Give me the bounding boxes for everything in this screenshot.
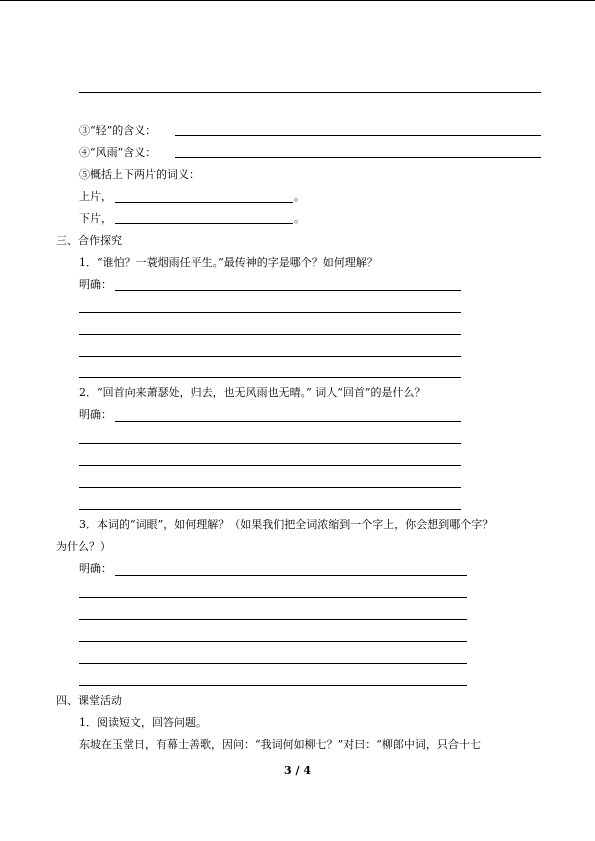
answer-line bbox=[79, 377, 461, 378]
answer-line bbox=[79, 312, 461, 313]
answer-line bbox=[115, 421, 461, 422]
question-5-label: ⑤概括上下两片的词义： bbox=[79, 168, 200, 181]
page-number: 3 / 4 bbox=[284, 764, 311, 777]
clarify-label: 明确： bbox=[79, 278, 112, 291]
answer-line bbox=[115, 202, 293, 203]
lower-label: 下片， bbox=[79, 212, 112, 225]
answer-line bbox=[79, 487, 461, 488]
answer-line bbox=[79, 597, 467, 598]
item-3-question-cont: 为什么？） bbox=[56, 540, 111, 553]
section-4-heading: 四、课堂活动 bbox=[56, 694, 122, 707]
answer-line bbox=[79, 356, 461, 357]
passage-text: 东坡在玉堂日，有幕士善歌，因问：“我词何如柳七？”对曰：“柳郎中词，只合十七 bbox=[79, 738, 481, 751]
answer-line bbox=[115, 223, 293, 224]
answer-line bbox=[79, 465, 461, 466]
item-3-question: 3．本词的“词眼”，如何理解？（如果我们把全词浓缩到一个字上，你会想到哪个字？ bbox=[79, 518, 494, 531]
section-3-heading: 三、合作探究 bbox=[56, 234, 122, 247]
question-3-label: ③“轻”的含义： bbox=[79, 124, 157, 137]
answer-line bbox=[175, 135, 541, 136]
answer-line bbox=[79, 443, 461, 444]
answer-line bbox=[79, 619, 467, 620]
answer-line bbox=[175, 157, 541, 158]
answer-line bbox=[79, 92, 541, 93]
item-2-question: 2．“回首向来萧瑟处，归去，也无风雨也无晴。” 词人“回首”的是什么？ bbox=[79, 386, 426, 399]
answer-line bbox=[79, 509, 461, 510]
item-1-question: 1．“谁怕？一蓑烟雨任平生。”最传神的字是哪个？如何理解？ bbox=[79, 256, 378, 269]
answer-line bbox=[79, 685, 467, 686]
lower-end-mark: 。 bbox=[294, 212, 305, 225]
answer-line bbox=[79, 663, 467, 664]
activity-1-instruction: 1．阅读短文，回答问题。 bbox=[79, 716, 207, 729]
answer-line bbox=[115, 290, 461, 291]
clarify-label: 明确： bbox=[79, 408, 112, 421]
upper-end-mark: 。 bbox=[294, 190, 305, 203]
upper-label: 上片， bbox=[79, 190, 112, 203]
question-4-label: ④“风雨”含义： bbox=[79, 146, 157, 159]
answer-line bbox=[79, 641, 467, 642]
answer-line bbox=[79, 334, 461, 335]
clarify-label: 明确： bbox=[79, 562, 112, 575]
answer-line bbox=[115, 575, 467, 576]
page-top-border bbox=[0, 0, 595, 1]
